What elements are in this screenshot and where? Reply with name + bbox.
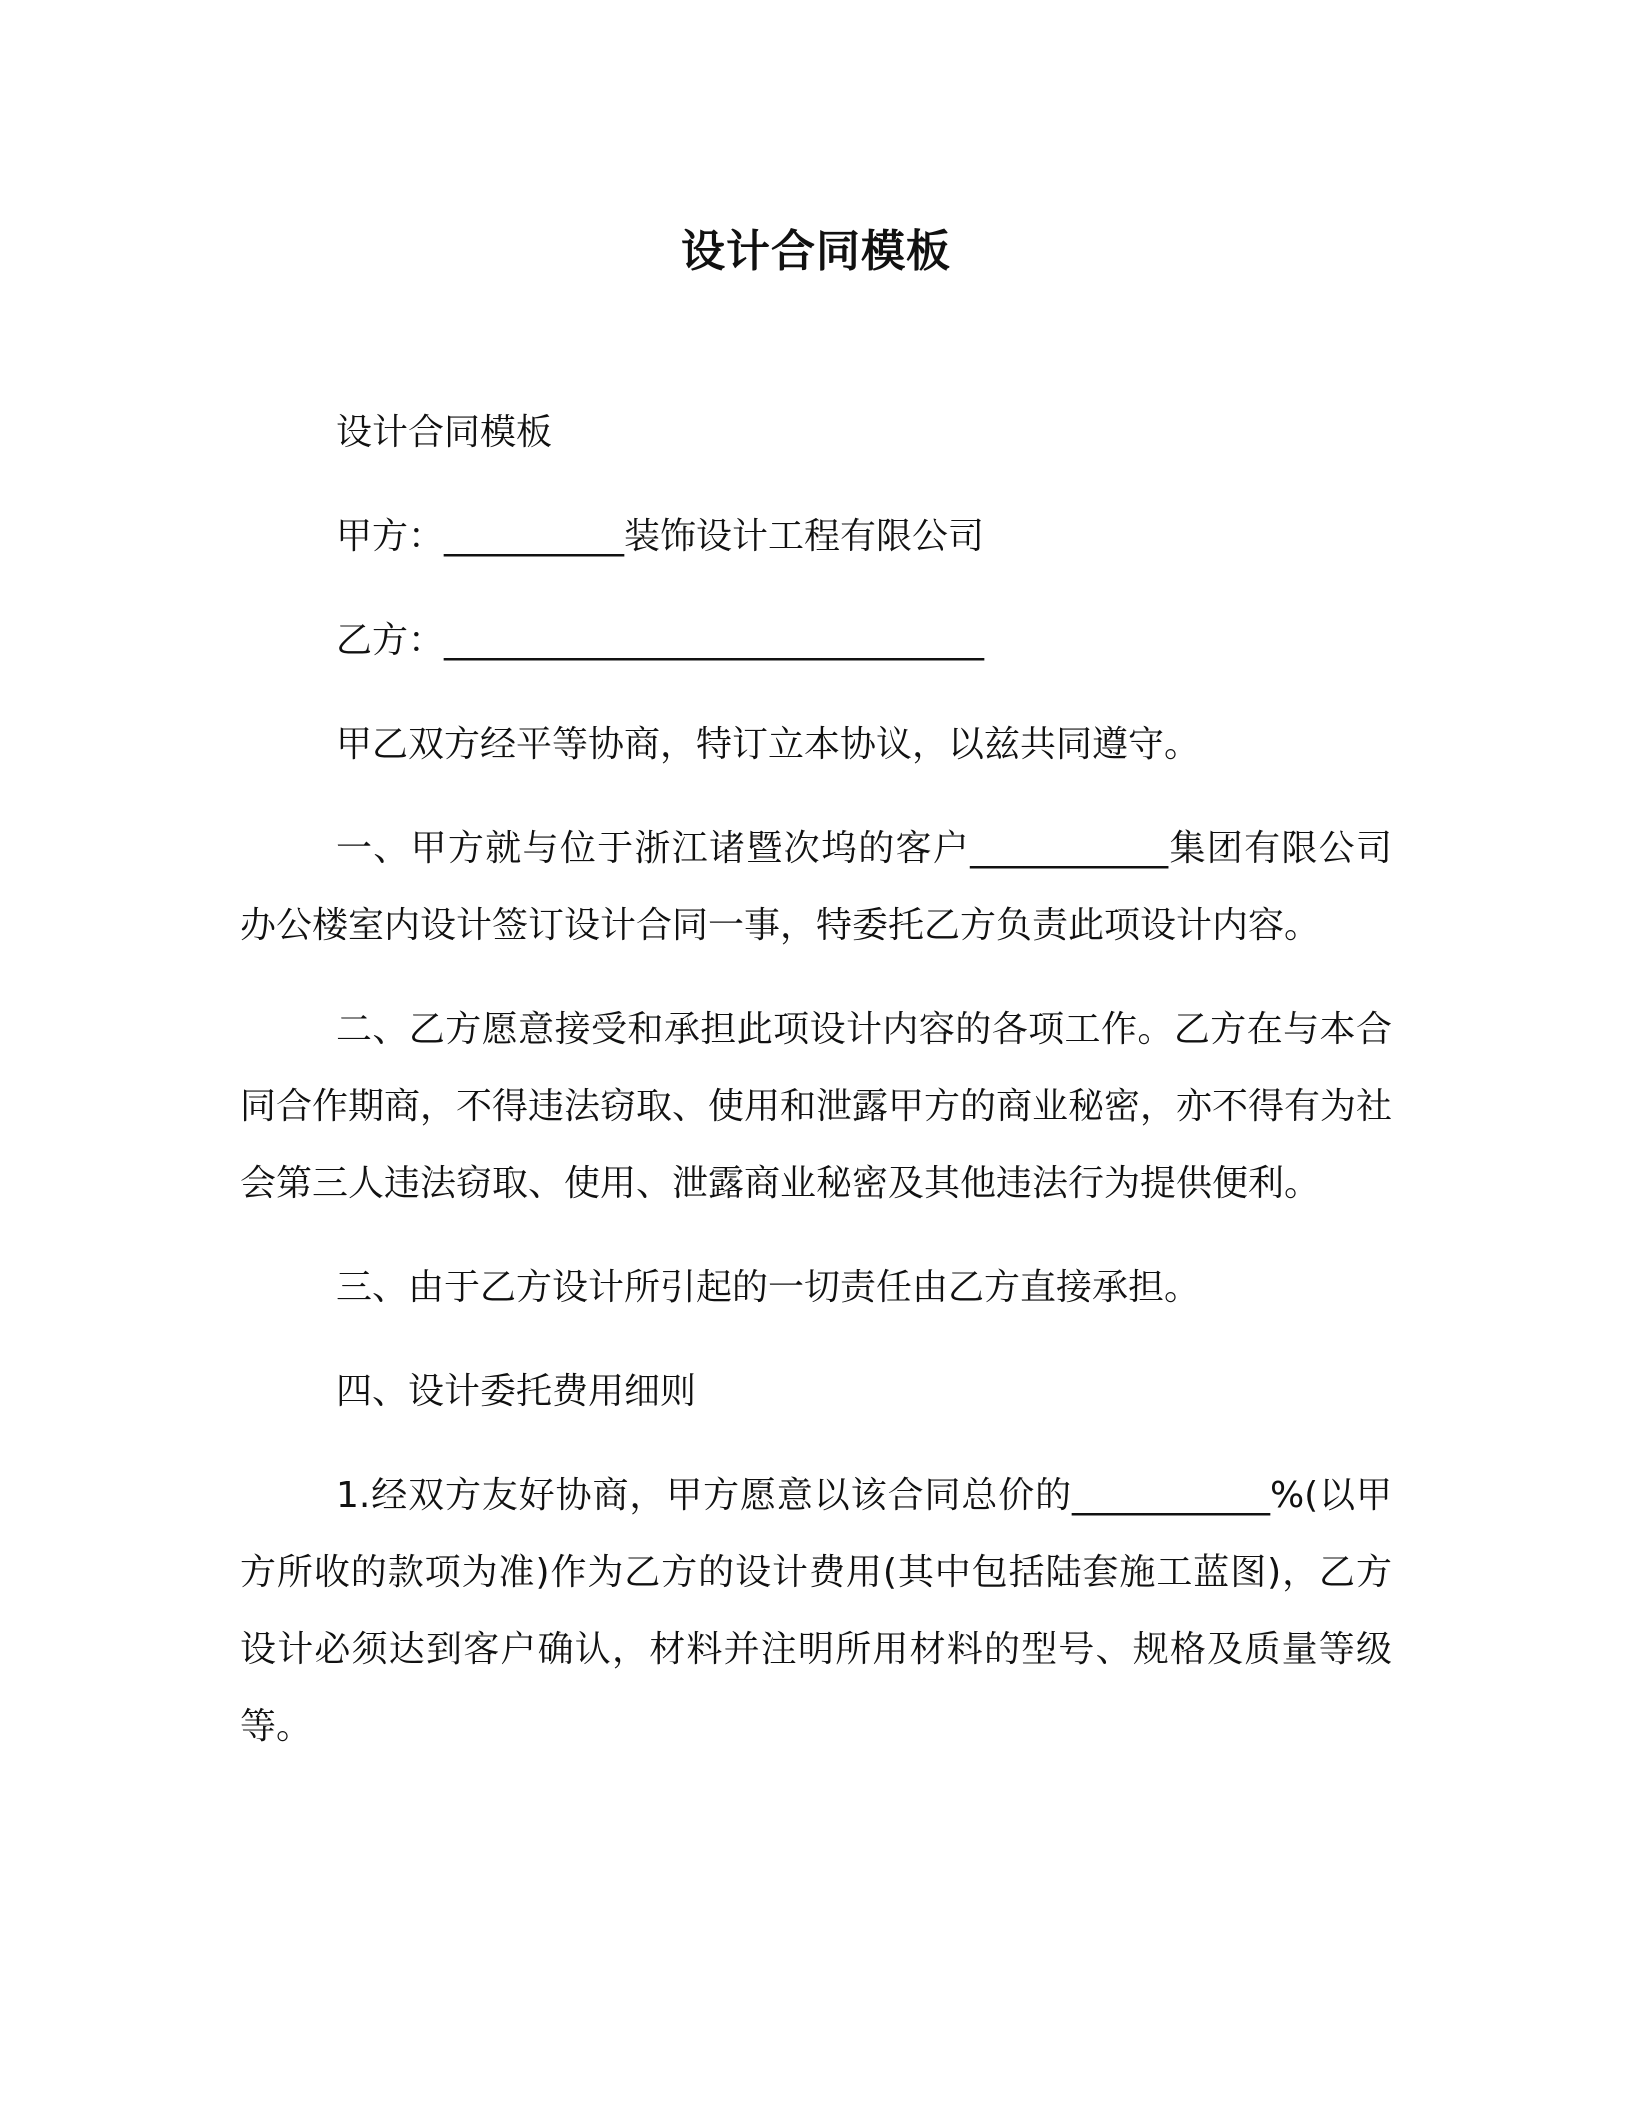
paragraph-clause-4-item-1: 1.经双方友好协商，甲方愿意以该合同总价的___________%(以甲方所收的款项为准)作为乙方的设计费用(其中包括陆套施工蓝图)，乙方设计必须达到客户确认，材料并注明所用材料的型号、规格及质量等级等。 [240,1475,1392,1747]
document-body [240,394,1392,1792]
paragraph-clause-3: 三、由于乙方设计所引起的一切责任由乙方直接承担。 [336,1267,1201,1308]
paragraph-party-b: 乙方：______________________________ [336,620,985,661]
paragraph-clause-1: 一、甲方就与位于浙江诸暨次坞的客户___________集团有限公司办公楼室内设计签订设计合同一事，特委托乙方负责此项设计内容。 [240,828,1392,946]
paragraph-heading: 设计合同模板 [336,412,553,453]
paragraph-clause-2: 二、乙方愿意接受和承担此项设计内容的各项工作。乙方在与本合同合作期商，不得违法窃取、使用和泄露甲方的商业秘密，亦不得有为社会第三人违法窃取、使用、泄露商业秘密及其他违法行为提供便利。 [240,1009,1393,1204]
paragraph-party-a: 甲方：__________装饰设计工程有限公司 [336,516,985,557]
paragraph-agreement: 甲乙双方经平等协商，特订立本协议，以兹共同遵守。 [336,724,1201,765]
paragraph-clause-4-heading: 四、设计委托费用细则 [336,1371,697,1412]
document-title: 设计合同模板 [681,226,951,277]
